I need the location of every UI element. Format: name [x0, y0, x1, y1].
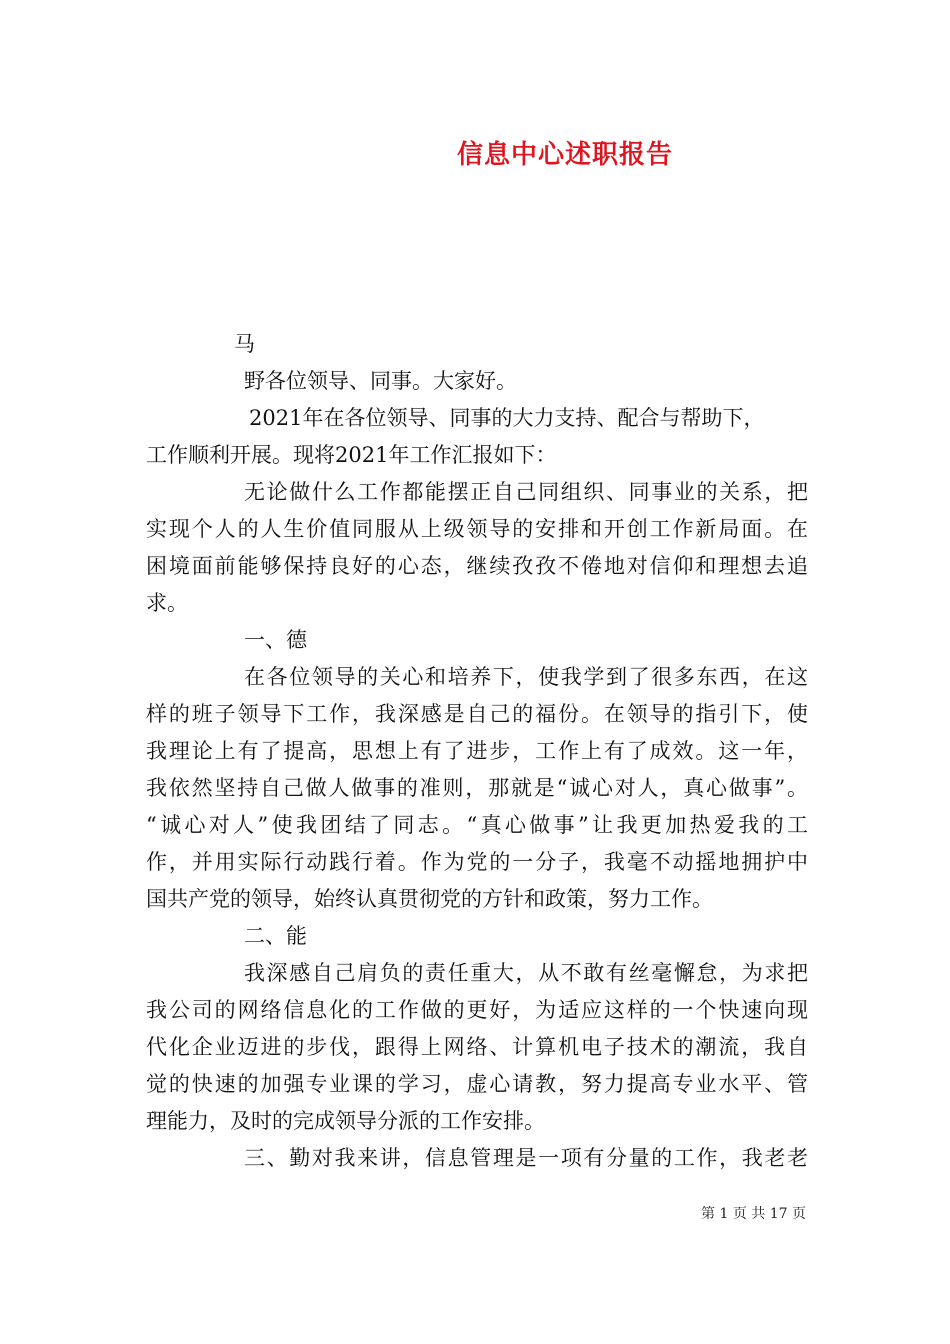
text-line: 理能力，及时的完成领导分派的工作安排。 [146, 1109, 545, 1133]
text-line: 作，并用实际行动践行着。作为党的一分子，我毫不动摇地拥护中 [146, 850, 808, 874]
text-line: “诚心对人”使我团结了同志。“真心做事”让我更加热爱我的工 [146, 813, 808, 837]
text-line: 实现个人的人生价值同服从上级领导的安排和开创工作新局面。在 [146, 517, 808, 541]
text-line: 困境面前能够保持良好的心态，继续孜孜不倦地对信仰和理想去追 [146, 554, 808, 578]
section-heading: 一、德 [244, 628, 307, 652]
text-line: 我深感自己肩负的责任重大，从不敢有丝毫懈怠，为求把 [244, 961, 808, 985]
text-line: 代化企业迈进的步伐，跟得上网络、计算机电子技术的潮流，我自 [146, 1035, 808, 1059]
section-heading: 二、能 [244, 924, 307, 948]
text-line: 在各位领导的关心和培养下，使我学到了很多东西，在这 [244, 665, 808, 689]
text-line: 无论做什么工作都能摆正自己同组织、同事业的关系，把 [244, 480, 808, 504]
section-heading: 三、勤对我来讲，信息管理是一项有分量的工作，我老老 [244, 1146, 808, 1170]
greeting-line: 野各位领导、同事。大家好。 [244, 369, 517, 393]
text-line: 2021年在各位领导、同事的大力支持、配合与帮助下， [249, 406, 765, 430]
text-line: 我依然坚持自己做人做事的准则，那就是“诚心对人，真心做事”。 [146, 776, 808, 800]
text-line: 马 [234, 332, 255, 356]
document-title: 信息中心述职报告 [456, 140, 673, 170]
page-number: 第 1 页 共 17 页 [701, 1206, 806, 1222]
text-line: 我理论上有了提高，思想上有了进步，工作上有了成效。这一年， [146, 739, 808, 763]
text-line: 样的班子领导下工作，我深感是自己的福份。在领导的指引下，使 [146, 702, 808, 726]
text-line: 求。 [146, 591, 188, 615]
text-line: 国共产党的领导，始终认真贯彻党的方针和政策，努力工作。 [146, 887, 713, 911]
text-line: 觉的快速的加强专业课的学习，虚心请教，努力提高专业水平、管 [146, 1072, 808, 1096]
text-line: 工作顺利开展。现将2021年工作汇报如下： [146, 443, 557, 467]
document-body [146, 326, 808, 1177]
text-line: 我公司的网络信息化的工作做的更好，为适应这样的一个快速向现 [146, 998, 808, 1022]
